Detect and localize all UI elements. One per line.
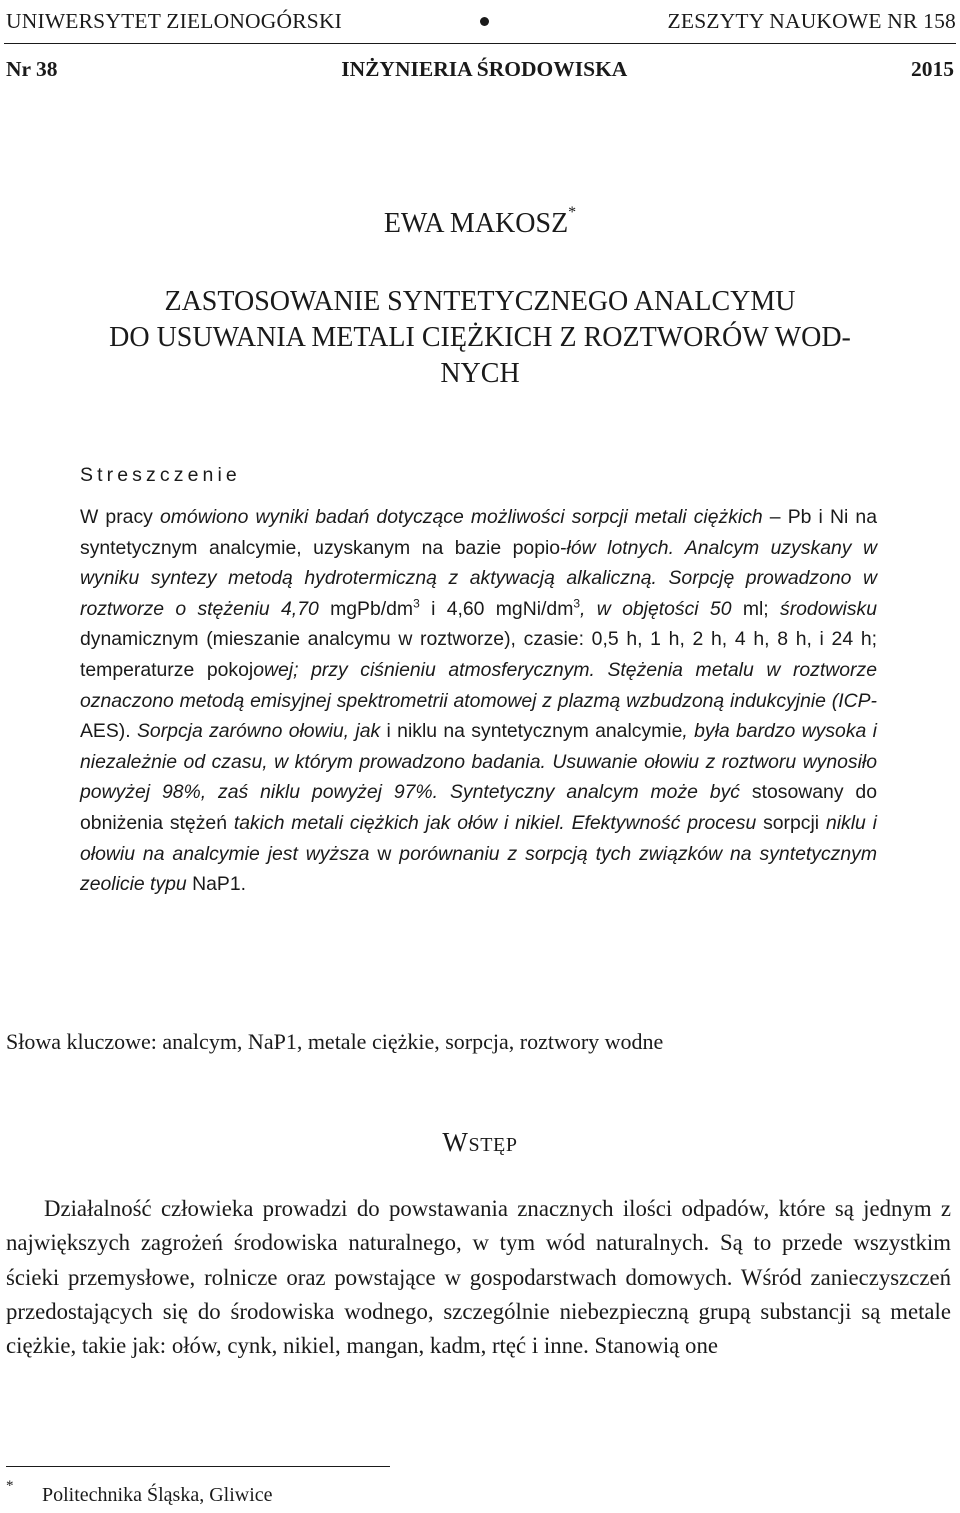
footnote-text: Politechnika Śląska, Gliwice xyxy=(42,1484,273,1506)
author-footnote-mark: * xyxy=(568,204,577,221)
author-name: EWA MAKOSZ xyxy=(383,208,569,239)
series-name: ZESZYTY NAUKOWE NR 158 xyxy=(667,8,956,33)
footnote-rule xyxy=(6,1466,390,1467)
running-header-bottom xyxy=(6,54,954,84)
paper-title xyxy=(20,284,940,392)
university-name: UNIWERSYTET ZIELONOGÓRSKI xyxy=(6,8,343,33)
section-heading: WSTĘP xyxy=(442,1127,518,1157)
title-line-3: NYCH xyxy=(440,358,520,389)
header-rule xyxy=(4,43,956,44)
issue-number: Nr 38 xyxy=(6,56,58,81)
bullet-dot-icon xyxy=(480,17,489,26)
running-header-top xyxy=(6,6,956,36)
footnote-mark: * xyxy=(6,1478,14,1494)
abstract-heading: Streszczenie xyxy=(80,464,241,486)
author xyxy=(0,204,960,240)
keywords: Słowa kluczowe: analcym, NaP1, metale ciężkie, sorpcja, roztwory wodne xyxy=(6,1029,664,1054)
issue-year: 2015 xyxy=(910,56,954,81)
journal-name: INŻYNIERIA ŚRODOWISKA xyxy=(341,56,628,81)
title-line-2: DO USUWANIA METALI CIĘŻKICH Z ROZTWORÓW WOD- xyxy=(109,322,851,353)
footnote xyxy=(6,1478,273,1507)
title-line-1: ZASTOSOWANIE SYNTETYCZNEGO ANALCYMU xyxy=(164,286,796,317)
abstract-text: W pracy omówiono wyniki badań dotyczące możliwości sorpcji metali ciężkich – Pb i Ni na syntetycznym analcymie, uzyskanym na bazie popio-łów lotnych. Analcym uzyskany w wyniku syntezy metodą hydrotermiczną z aktywacją alkaliczną. Sorpcję prowadzono w roztworze o stężeniu 4,70 mgPb/$dm^3$ i 4,60 mgNi/$dm^3$, w objętości 50 ml; środowisku dynamicznym (mieszanie analcymu w roztworze), czasie: 0,5 h, 1 h, 2 h, 4 h, 8 h, i 24 h; temperaturze pokojowej; przy ciśnieniu atmosferycznym. Stężenia metalu w roztworze oznaczono metodą emisyjnej spektrometrii atomowej z plazmą wzbudzoną indukcyjnie (ICP- AES). Sorpcja zarówno ołowiu, jak i niklu na syntetycznym analcymie, była bardzo wysoka i niezależnie od czasu, w którym prowadzono badania. Usuwanie ołowiu z roztworu wynosiło powyżej 98%, zaś niklu powyżej 97%. Syntetyczny analcym może być stosowany do obniżenia stężeń takich metali ciężkich jak ołów i nikiel. Efektywność procesu sorpcji niklu i ołowiu na analcymie jest wyższa w porównaniu z sorpcją tych związków na syntetycznym zeolicie typu NaP1. xyxy=(80,506,877,896)
intro-paragraph: Działalność człowieka prowadzi do powstawania znacznych ilości odpadów, które są jednym z największych zagrożeń środowiska naturalnego, w tym wód naturalnych. Są to przede wszystkim ścieki przemysłowe, rolnicze oraz powstające w gospodarstwach domowych. Wśród zanieczyszczeń przedostających się do środowiska wodnego, szczególnie niebezpieczną grupą substancji są metale ciężkie, takie jak: ołów, cynk, nikiel, mangan, kadm, rtęć i inne. Stanowią one xyxy=(6,1196,951,1359)
